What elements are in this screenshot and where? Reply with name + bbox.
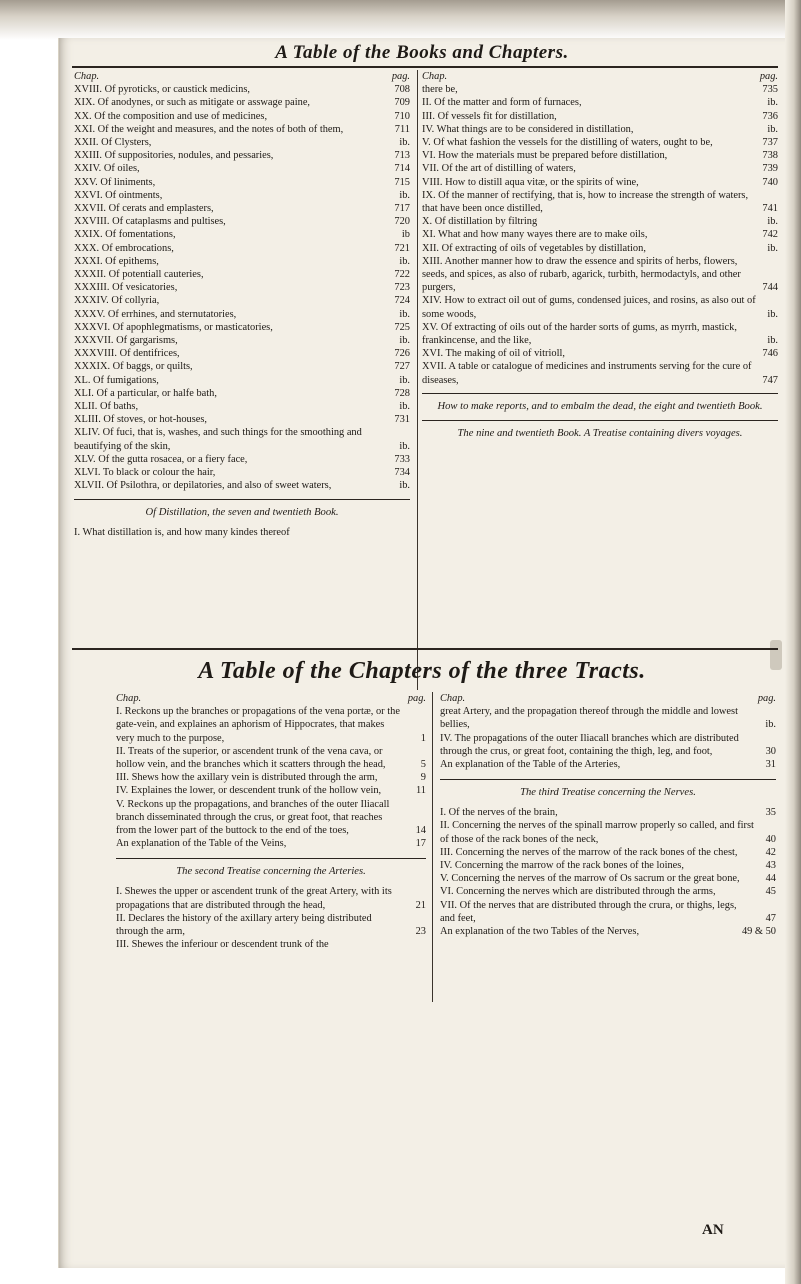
toc-entry-page: 1 (420, 732, 426, 744)
toc-entry (74, 149, 410, 162)
toc-entry-title: XIV. How to extract oil out of gums, condensed juices, and rosins, as also out of some woods, (422, 295, 756, 320)
toc-entry-title: IV. Explaines the lower, or descendent trunk of the hollow vein, (116, 785, 382, 797)
scan-right-edge (785, 0, 801, 1284)
book-heading-28: How to make reports, and to embalm the dead, the eight and twentieth Book. (437, 400, 763, 412)
toc-entry-title: XXV. Of liniments, (74, 176, 156, 188)
toc-entry-page: 708 (394, 84, 410, 96)
toc-entry-title: III. Shewes the inferiour or descendent trunk of the (116, 939, 329, 951)
upper-column-separator (417, 70, 418, 690)
toc-entry-title: V. Of what fashion the vessels for the distilling of waters, ought to be, (422, 137, 713, 149)
toc-entry (116, 784, 426, 797)
toc-entry-title: IV. The propagations of the outer Iliacall branches which are distributed through the crus, or great foot, containing the thigh, leg, and foot, (440, 732, 739, 757)
lower-right-column (440, 692, 776, 938)
toc-entry-page: ib. (399, 480, 410, 492)
toc-entry-page: 742 (762, 229, 778, 241)
toc-entry-page: 715 (394, 176, 410, 188)
toc-entry-page: 11 (415, 785, 426, 797)
toc-entry (422, 228, 778, 241)
upper-left-column-header: Chap. pag. (74, 71, 410, 82)
toc-entry (74, 466, 410, 479)
toc-entry (74, 308, 410, 321)
toc-entry-page: 30 (765, 745, 776, 757)
toc-entry-page: 45 (765, 886, 776, 898)
toc-entry-page: 23 (415, 926, 426, 938)
toc-entry-page: ib. (399, 255, 410, 267)
toc-entry-title: I. Reckons up the branches or propagations of the vena portæ, or the gate-vein, and explaines an aphorism of Hippocrates, that makes very much to the purpose, (116, 706, 400, 744)
toc-entry-page: 9 (420, 772, 426, 784)
toc-entry-page: 14 (415, 825, 426, 837)
lower-left-column-header: Chap. pag. (116, 693, 426, 704)
toc-entry-title: XXXV. Of errhines, and sternutatories, (74, 308, 237, 320)
toc-entry-page: ib. (767, 97, 778, 109)
toc-entry-title: XXXIV. Of collyria, (74, 295, 160, 307)
toc-entry-page: 741 (762, 203, 778, 215)
toc-entry-title: IX. Of the manner of rectifying, that is, how to increase the strength of waters, that have been once distilled, (422, 189, 749, 215)
toc-entry-page: 47 (765, 912, 776, 924)
toc-entry (74, 96, 410, 109)
toc-entry-title: XXXVII. Of gargarisms, (74, 335, 178, 347)
toc-entry-title: XXI. Of the weight and measures, and the notes of both of them, (74, 123, 344, 135)
toc-entry (440, 732, 776, 758)
toc-entry (422, 149, 778, 162)
toc-entry-page: 35 (765, 807, 776, 819)
toc-entry (440, 885, 776, 898)
toc-entry-page: ib. (399, 401, 410, 413)
toc-entry-title: XLVI. To black or colour the hair, (74, 467, 216, 479)
toc-entry (422, 215, 778, 228)
toc-entry-page: 744 (762, 282, 778, 294)
toc-entry (440, 925, 776, 938)
toc-entry-title: there be, (422, 84, 458, 96)
toc-entry-page: 711 (394, 123, 410, 135)
toc-entry-page: ib. (767, 123, 778, 135)
toc-entry (74, 228, 410, 241)
toc-entry-page: 720 (394, 216, 410, 228)
toc-entry (116, 771, 426, 784)
lower-right-entries-nerves (440, 806, 776, 938)
toc-entry (74, 162, 410, 175)
upper-right-column (422, 70, 778, 447)
toc-entry-title: XVI. The making of oil of vitrioll, (422, 348, 565, 360)
toc-entry-title: X. Of distillation by filtring (422, 216, 538, 228)
toc-entry (116, 798, 426, 838)
lower-right-entries (440, 705, 776, 771)
toc-entry-title: IV. What things are to be considered in distillation, (422, 123, 634, 135)
toc-entry-page: 747 (762, 374, 778, 386)
toc-entry-title: XXXVI. Of apophlegmatisms, or masticatories, (74, 321, 273, 333)
lower-left-entries (116, 705, 426, 850)
toc-entry-title: An explanation of the Table of the Arteries, (440, 759, 621, 771)
toc-entry (116, 912, 426, 938)
toc-entry-title: XLV. Of the gutta rosacea, or a fiery face, (74, 453, 248, 465)
upper-left-last-entry: I. What distillation is, and how many kindes thereof (74, 526, 290, 538)
book-heading-29: The nine and twentieth Book. A Treatise containing divers voyages. (457, 427, 743, 439)
toc-entry-page: 725 (394, 321, 410, 333)
toc-entry (422, 294, 778, 320)
toc-entry-title: XLII. Of baths, (74, 401, 139, 413)
toc-entry (422, 255, 778, 295)
treatise-heading-arteries: The second Treatise concerning the Arteries. (176, 866, 366, 878)
toc-entry (116, 705, 426, 745)
toc-entry-title: VII. Of the nerves that are distributed through the crura, or thighs, legs, and feet, (440, 899, 737, 924)
toc-entry (440, 819, 776, 845)
toc-entry-title: II. Of the matter and form of furnaces, (422, 97, 582, 109)
toc-entry-page: ib. (767, 335, 778, 347)
toc-entry (74, 123, 410, 136)
toc-entry (422, 162, 778, 175)
toc-entry (74, 360, 410, 373)
toc-entry-title: II. Declares the history of the axillary artery being distributed through the arm, (116, 912, 372, 938)
toc-entry-page: 21 (415, 899, 426, 911)
treatise-divider (440, 779, 776, 780)
toc-entry (74, 321, 410, 334)
toc-entry (440, 705, 776, 731)
toc-entry (74, 334, 410, 347)
toc-entry-page: ib. (399, 440, 410, 452)
toc-entry (74, 202, 410, 215)
toc-entry-title: XXIX. Of fomentations, (74, 229, 176, 241)
toc-entry-title: XVII. A table or catalogue of medicines and instruments serving for the cure of diseases, (422, 361, 752, 386)
toc-entry-title: XXXII. Of potentiall cauteries, (74, 269, 204, 281)
toc-entry-page: 724 (394, 295, 410, 307)
lower-table-title: A Table of the Chapters of the three Tracts. (198, 658, 646, 684)
book-heading-27: Of Distillation, the seven and twentieth Book. (145, 506, 339, 518)
toc-entry-title: II. Treats of the superior, or ascendent trunk of the vena cava, or hollow vein, and the branches which it scatters through the head, (116, 745, 386, 771)
toc-entry (422, 176, 778, 189)
book-divider (422, 393, 778, 394)
toc-entry-page: 709 (394, 97, 410, 109)
toc-entry (74, 347, 410, 360)
toc-entry (74, 413, 410, 426)
toc-entry-page: 40 (765, 833, 776, 845)
toc-entry (74, 453, 410, 466)
toc-entry-title: XLI. Of a particular, or halfe bath, (74, 387, 217, 399)
toc-entry-page: 727 (394, 361, 410, 373)
toc-entry-title: XXIV. Of oiles, (74, 163, 140, 175)
toc-entry-page: 713 (394, 150, 410, 162)
toc-entry-page: 733 (394, 453, 410, 465)
upper-right-column-header: Chap. pag. (422, 71, 778, 82)
toc-entry-title: XXXIII. Of vesicatories, (74, 282, 178, 294)
upper-left-entries (74, 83, 410, 492)
toc-entry (422, 360, 778, 386)
toc-entry-page: ib. (767, 216, 778, 228)
toc-entry-page: ib. (399, 137, 410, 149)
toc-entry-page: ib. (399, 308, 410, 320)
toc-entry (422, 347, 778, 360)
upper-right-entries (422, 83, 778, 387)
toc-entry-title: V. Reckons up the propagations, and branches of the outer Iliacall branch disseminated through the crus, or great foot, that reaches from the lower part of the buttock to the end of the toes, (116, 798, 390, 837)
toc-entry-title: XX. Of the composition and use of medicines, (74, 110, 268, 122)
toc-entry (422, 242, 778, 255)
toc-entry (116, 938, 426, 951)
toc-entry-page: 44 (765, 873, 776, 885)
lower-left-column (116, 692, 426, 951)
upper-title-rule (72, 66, 778, 68)
toc-entry-title: III. Of vessels fit for distillation, (422, 110, 557, 122)
toc-entry-page: ib. (767, 242, 778, 254)
toc-entry-title: XLVII. Of Psilothra, or depilatories, and also of sweet waters, (74, 480, 332, 492)
toc-entry (74, 426, 410, 452)
toc-entry (422, 96, 778, 109)
toc-entry-page: ib. (399, 335, 410, 347)
upper-table-title: A Table of the Books and Chapters. (275, 42, 569, 63)
toc-entry-page: 31 (765, 759, 776, 771)
toc-entry-page: 728 (394, 387, 410, 399)
toc-entry (422, 189, 778, 215)
toc-entry (74, 83, 410, 96)
toc-entry (74, 255, 410, 268)
treatise-heading-nerves: The third Treatise concerning the Nerves. (520, 787, 696, 799)
toc-entry (422, 123, 778, 136)
toc-entry-page: 42 (765, 846, 776, 858)
toc-entry-page: ib. (767, 308, 778, 320)
toc-entry-title: XV. Of extracting of oils out of the harder sorts of gums, as myrrh, mastick, frankincense, and the like, (422, 321, 737, 347)
toc-entry-title: great Artery, and the propagation thereof through the middle and lowest bellies, (440, 706, 738, 731)
toc-entry-page: 736 (762, 110, 778, 122)
catchword: AN (702, 1222, 724, 1238)
toc-entry-title: II. Concerning the nerves of the spinall marrow properly so called, and first of those of the rack bones of the neck, (440, 820, 754, 845)
toc-entry-page: 722 (394, 269, 410, 281)
toc-entry (440, 872, 776, 885)
toc-entry-page: 735 (762, 84, 778, 96)
toc-entry-page: 738 (762, 150, 778, 162)
toc-entry-title: XXIII. Of suppositories, nodules, and pessaries, (74, 150, 274, 162)
toc-entry-page: ib. (399, 189, 410, 201)
toc-entry-title: XXII. Of Clysters, (74, 137, 152, 149)
toc-entry-page: 717 (394, 203, 410, 215)
toc-entry-title: XXXI. Of epithems, (74, 255, 159, 267)
toc-entry (422, 321, 778, 347)
toc-entry-title: III. Concerning the nerves of the marrow of the rack bones of the chest, (440, 846, 738, 858)
toc-entry (116, 837, 426, 850)
toc-entry (440, 758, 776, 771)
toc-entry (422, 83, 778, 96)
toc-entry-page: ib (401, 229, 410, 241)
toc-entry-title: XVIII. Of pyroticks, or caustick medicins, (74, 84, 251, 96)
toc-entry-title: XXX. Of embrocations, (74, 242, 174, 254)
toc-entry-page: 723 (394, 282, 410, 294)
toc-entry (74, 189, 410, 202)
toc-entry-page: 5 (420, 759, 426, 771)
toc-entry-page: 43 (765, 860, 776, 872)
toc-entry-title: XXXVIII. Of dentifrices, (74, 348, 180, 360)
toc-entry (74, 268, 410, 281)
toc-entry-title: XLIV. Of fuci, that is, washes, and such things for the smoothing and beautifying of the skin, (74, 427, 362, 452)
toc-entry (116, 885, 426, 911)
toc-entry-title: XI. What and how many wayes there are to make oils, (422, 229, 648, 241)
toc-entry-page: 734 (394, 467, 410, 479)
book-divider (422, 420, 778, 421)
toc-entry (74, 110, 410, 123)
toc-entry (74, 281, 410, 294)
toc-entry (440, 806, 776, 819)
toc-entry-page: 731 (394, 414, 410, 426)
lower-column-separator (432, 692, 433, 1002)
toc-entry (74, 400, 410, 413)
toc-entry (74, 215, 410, 228)
toc-entry (116, 745, 426, 771)
toc-entry-page: 710 (394, 110, 410, 122)
toc-entry-page: 17 (415, 838, 426, 850)
toc-entry-page: 746 (762, 348, 778, 360)
toc-entry-title: VIII. How to distill aqua vitæ, or the spirits of wine, (422, 176, 639, 188)
book-divider (74, 499, 410, 500)
lower-right-column-header: Chap. pag. (440, 693, 776, 704)
toc-entry (422, 136, 778, 149)
toc-entry-title: VI. How the materials must be prepared before distillation, (422, 150, 668, 162)
toc-entry-title: XXVIII. Of cataplasms and pultises, (74, 216, 226, 228)
toc-entry (74, 176, 410, 189)
toc-entry-title: XIII. Another manner how to draw the essence and spirits of herbs, flowers, seeds, and spices, as also of rubarb, agarick, turbith, hermodactyls, and other purgers, (422, 255, 741, 294)
toc-entry (74, 374, 410, 387)
section-divider-rule (72, 648, 778, 650)
toc-entry-title: XII. Of extracting of oils of vegetables by distillation, (422, 242, 646, 254)
toc-entry-title: XXVII. Of cerats and emplasters, (74, 203, 214, 215)
scan-top-shadow (0, 0, 801, 40)
toc-entry (74, 479, 410, 492)
lower-left-entries-arteries (116, 885, 426, 951)
toc-entry-title: XXVI. Of ointments, (74, 189, 163, 201)
toc-entry-title: V. Concerning the nerves of the marrow of Os sacrum or the great bone, (440, 873, 740, 885)
toc-entry-page: 740 (762, 176, 778, 188)
toc-entry (440, 859, 776, 872)
toc-entry-page: 714 (394, 163, 410, 175)
toc-entry-title: III. Shews how the axillary vein is distributed through the arm, (116, 772, 378, 784)
toc-entry-title: I. Shewes the upper or ascendent trunk of the great Artery, with its propagations that are distributed through the head, (116, 886, 392, 911)
toc-entry-title: XXXIX. Of baggs, or quilts, (74, 361, 193, 373)
toc-entry (74, 242, 410, 255)
toc-entry-title: XL. Of fumigations, (74, 374, 159, 386)
toc-entry (74, 136, 410, 149)
toc-entry (440, 846, 776, 859)
toc-entry-title: IV. Concerning the marrow of the rack bones of the loines, (440, 860, 684, 872)
upper-left-column (74, 70, 410, 539)
toc-entry-title: VII. Of the art of distilling of waters, (422, 163, 576, 175)
toc-entry (74, 387, 410, 400)
toc-entry (422, 110, 778, 123)
toc-entry-page: ib. (399, 374, 410, 386)
toc-entry-page: 726 (394, 348, 410, 360)
toc-entry (440, 899, 776, 925)
treatise-divider (116, 858, 426, 859)
toc-entry-title: XLIII. Of stoves, or hot-houses, (74, 414, 208, 426)
toc-entry-page: 737 (762, 137, 778, 149)
toc-entry-title: XIX. Of anodynes, or such as mitigate or asswage paine, (74, 97, 311, 109)
toc-entry-title: VI. Concerning the nerves which are distributed through the arms, (440, 886, 716, 898)
toc-entry-page: 49 & 50 (741, 926, 776, 938)
toc-entry-title: An explanation of the Table of the Veins, (116, 838, 287, 850)
toc-entry-page: ib. (765, 719, 776, 731)
toc-entry-page: 739 (762, 163, 778, 175)
toc-entry (74, 294, 410, 307)
toc-entry-title: An explanation of the two Tables of the Nerves, (440, 926, 640, 938)
toc-entry-title: I. Of the nerves of the brain, (440, 807, 558, 819)
toc-entry-page: 721 (394, 242, 410, 254)
